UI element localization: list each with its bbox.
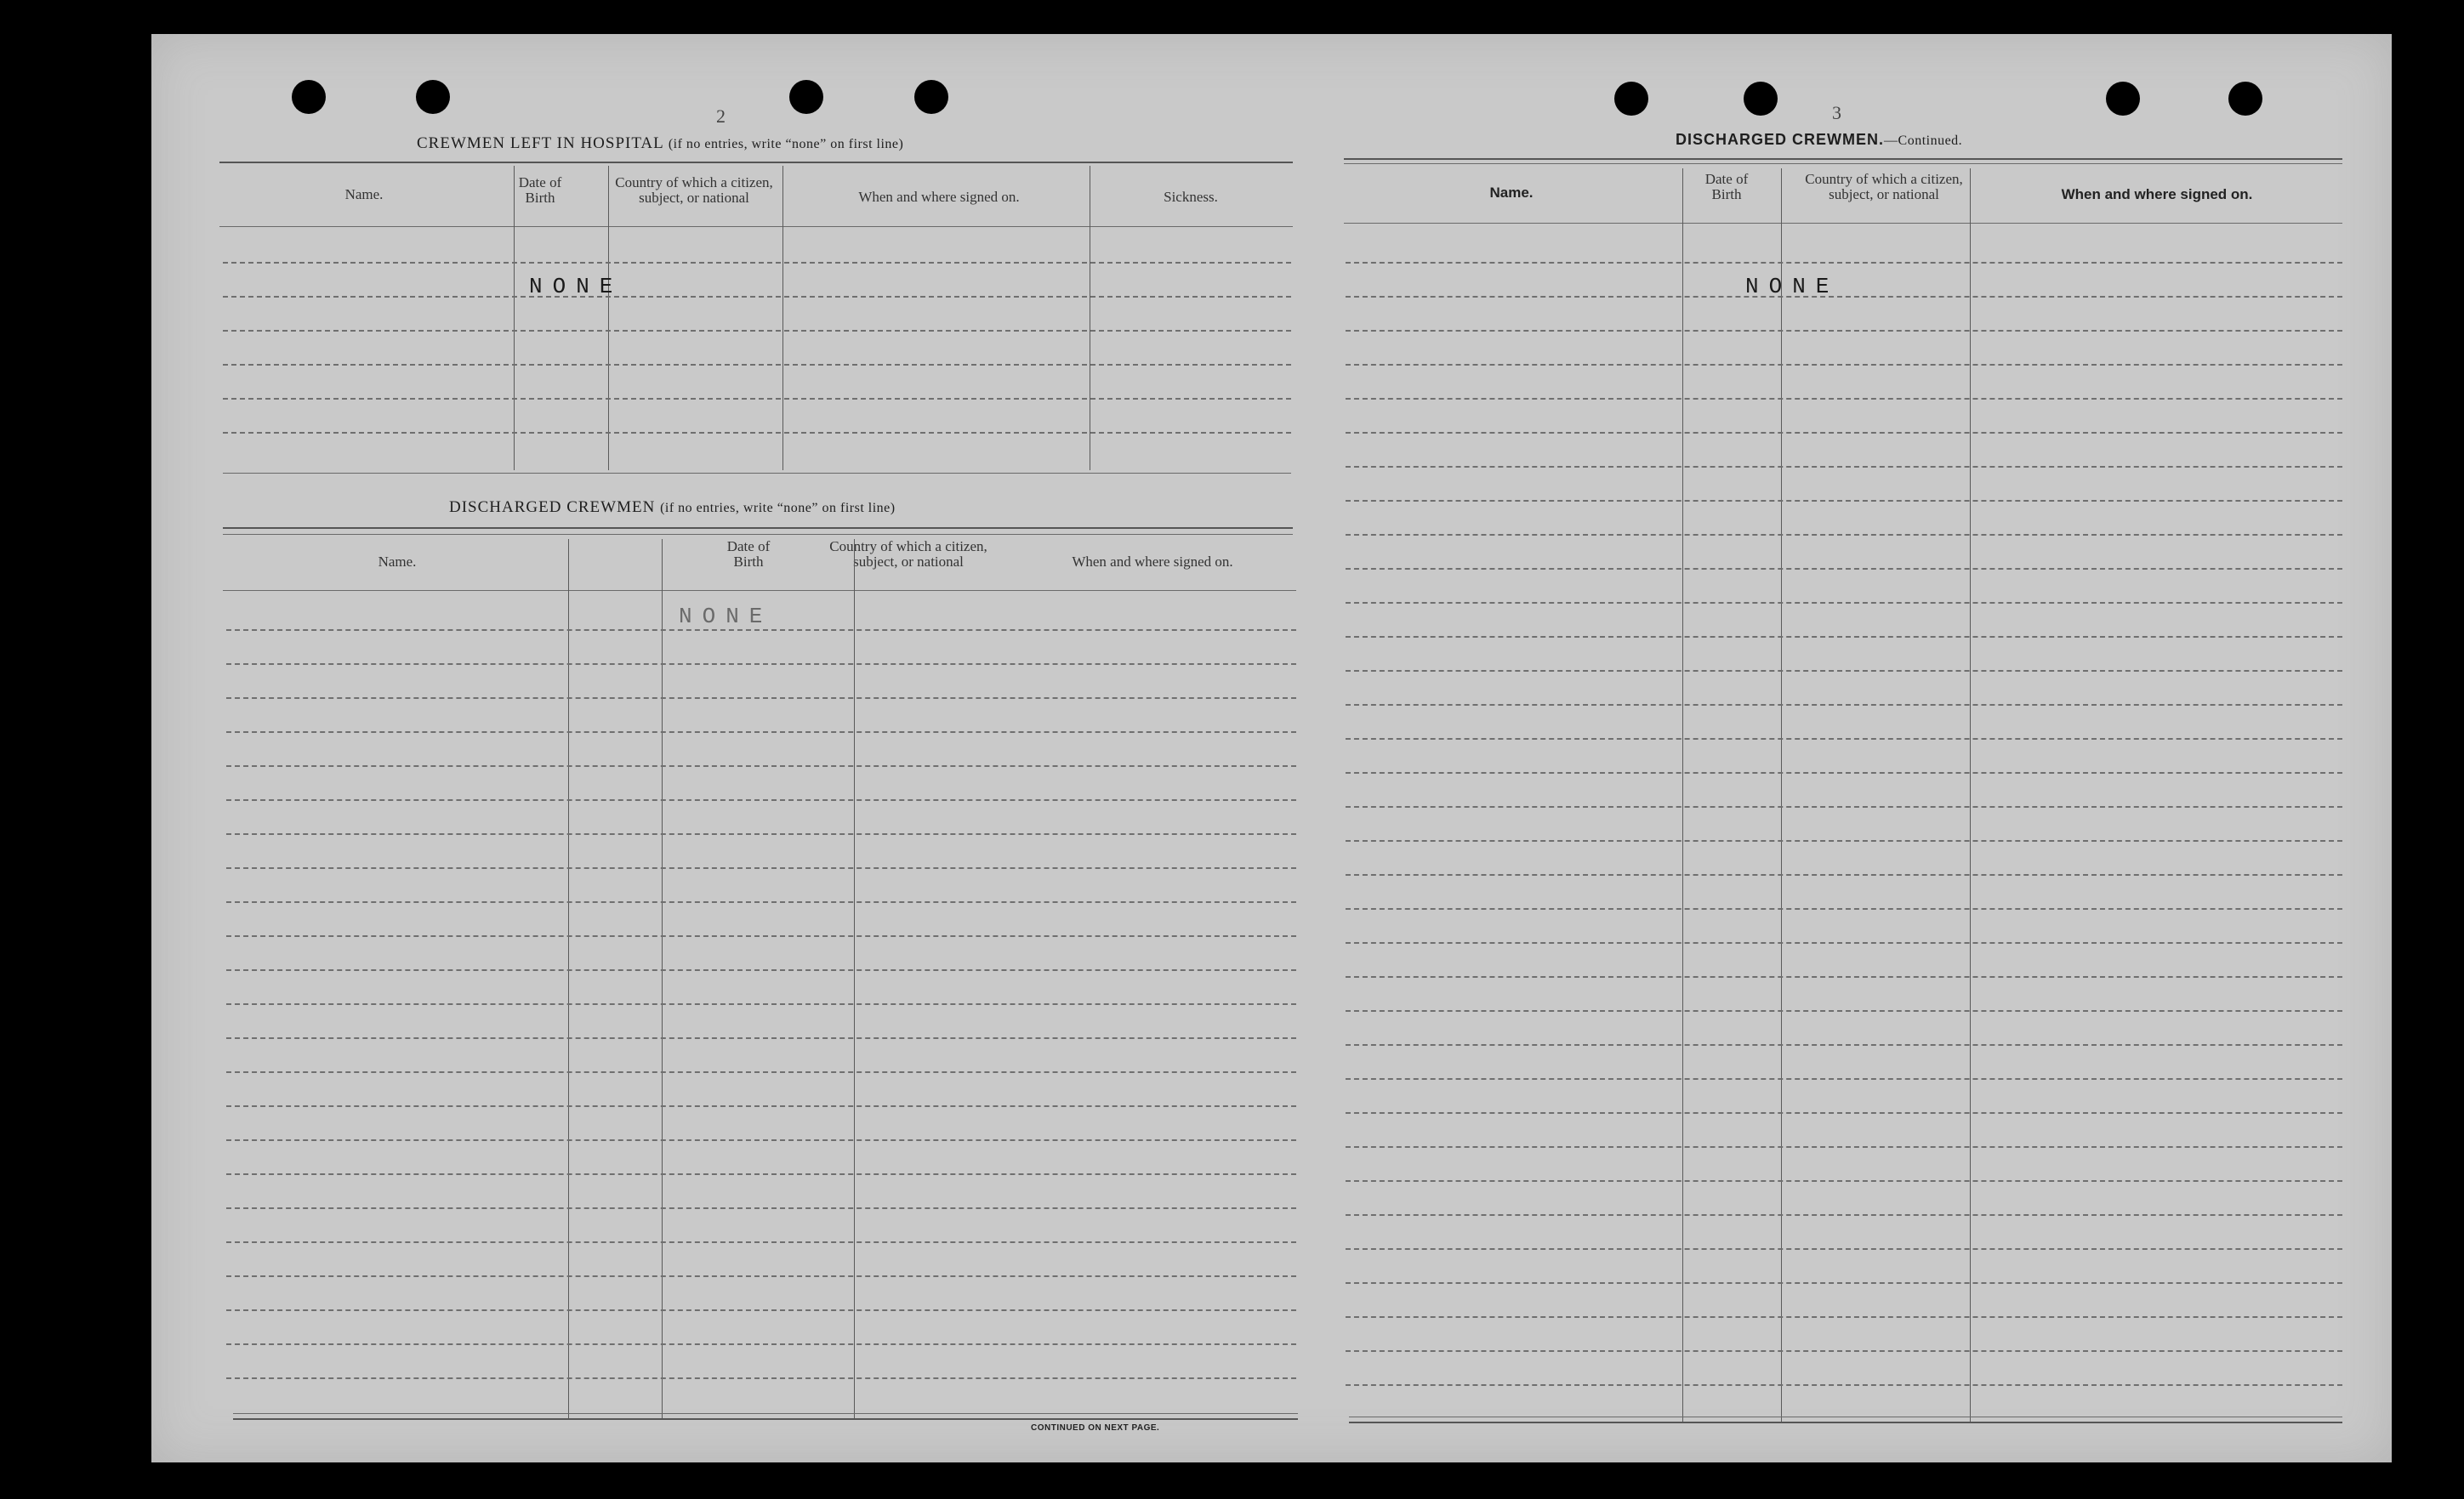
discharged-header-rule [223, 590, 1296, 591]
hospital-row-line [223, 432, 1291, 434]
hospital-top-rule [219, 162, 1293, 163]
hospital-row-line [223, 296, 1291, 298]
right-col-country: Country of which a citizen, subject, or national [1805, 171, 1963, 202]
discharged-top-rule [223, 527, 1293, 529]
hospital-divider [514, 166, 515, 470]
hospital-col-dob: Date of Birth [518, 174, 562, 206]
document-sheet [151, 34, 2392, 1462]
hospital-col-name: Name. [344, 186, 384, 202]
right-section-title [1676, 131, 1962, 150]
discharged-none-entry: NONE [679, 604, 773, 629]
right-title-suffix: —Continued. [1884, 133, 1963, 148]
discharged-col-name: Name. [378, 554, 417, 570]
punch-hole [914, 80, 948, 114]
right-title-text: DISCHARGED CREWMEN. [1676, 131, 1885, 148]
right-none-entry: NONE [1745, 274, 1840, 299]
right-divider [1781, 168, 1782, 1422]
right-header-rule [1344, 223, 2342, 224]
hospital-row-line [223, 398, 1291, 400]
hospital-col-signed-on: When and where signed on. [858, 189, 1020, 205]
hospital-divider [608, 166, 609, 470]
punch-hole [292, 80, 326, 114]
continued-footer: CONTINUED ON NEXT PAGE. [1031, 1423, 1160, 1433]
hospital-title-text: CREWMEN LEFT IN HOSPITAL [417, 134, 664, 152]
page-number-left: 2 [716, 105, 726, 127]
punch-hole [1744, 82, 1778, 116]
discharged-bottom-rule-2 [233, 1418, 1298, 1420]
hospital-none-entry: NONE [529, 274, 623, 299]
hospital-row-line [223, 364, 1291, 366]
hospital-row-line [223, 262, 1291, 264]
discharged-col-dob: Date of Birth [726, 538, 771, 570]
hospital-bottom-rule [223, 473, 1291, 474]
right-top-rule-2 [1344, 163, 2342, 164]
discharged-title-text: DISCHARGED CREWMEN [449, 498, 656, 516]
right-col-signed-on: When and where signed on. [2061, 186, 2253, 202]
hospital-divider [782, 166, 783, 470]
right-bottom-rule-2 [1349, 1422, 2342, 1423]
hospital-col-sickness: Sickness. [1164, 189, 1218, 205]
right-col-dob: Date of Birth [1704, 171, 1749, 202]
discharged-divider [662, 539, 663, 1418]
right-top-rule [1344, 158, 2342, 160]
discharged-col-country: Country of which a citizen, subject, or national [829, 538, 987, 570]
right-divider [1970, 168, 1971, 1422]
right-col-name: Name. [1489, 185, 1534, 201]
hospital-row-line [223, 330, 1291, 332]
discharged-section-title [449, 498, 896, 517]
page-number-right: 3 [1832, 102, 1841, 123]
hospital-col-country: Country of which a citizen, subject, or national [615, 174, 773, 206]
discharged-bottom-rule [233, 1413, 1298, 1414]
punch-hole [416, 80, 450, 114]
punch-hole [2106, 82, 2140, 116]
discharged-divider [854, 539, 855, 1418]
hospital-title-instruction: (if no entries, write “none” on first line) [668, 137, 904, 151]
punch-hole [2228, 82, 2262, 116]
discharged-title-instruction: (if no entries, write “none” on first line) [660, 501, 896, 515]
discharged-top-rule-2 [223, 534, 1293, 535]
right-divider [1682, 168, 1683, 1422]
discharged-divider [568, 539, 569, 1418]
punch-hole [789, 80, 823, 114]
punch-hole [1614, 82, 1648, 116]
hospital-header-rule [219, 226, 1293, 227]
discharged-col-signed-on: When and where signed on. [1072, 554, 1233, 570]
hospital-section-title [417, 134, 903, 153]
